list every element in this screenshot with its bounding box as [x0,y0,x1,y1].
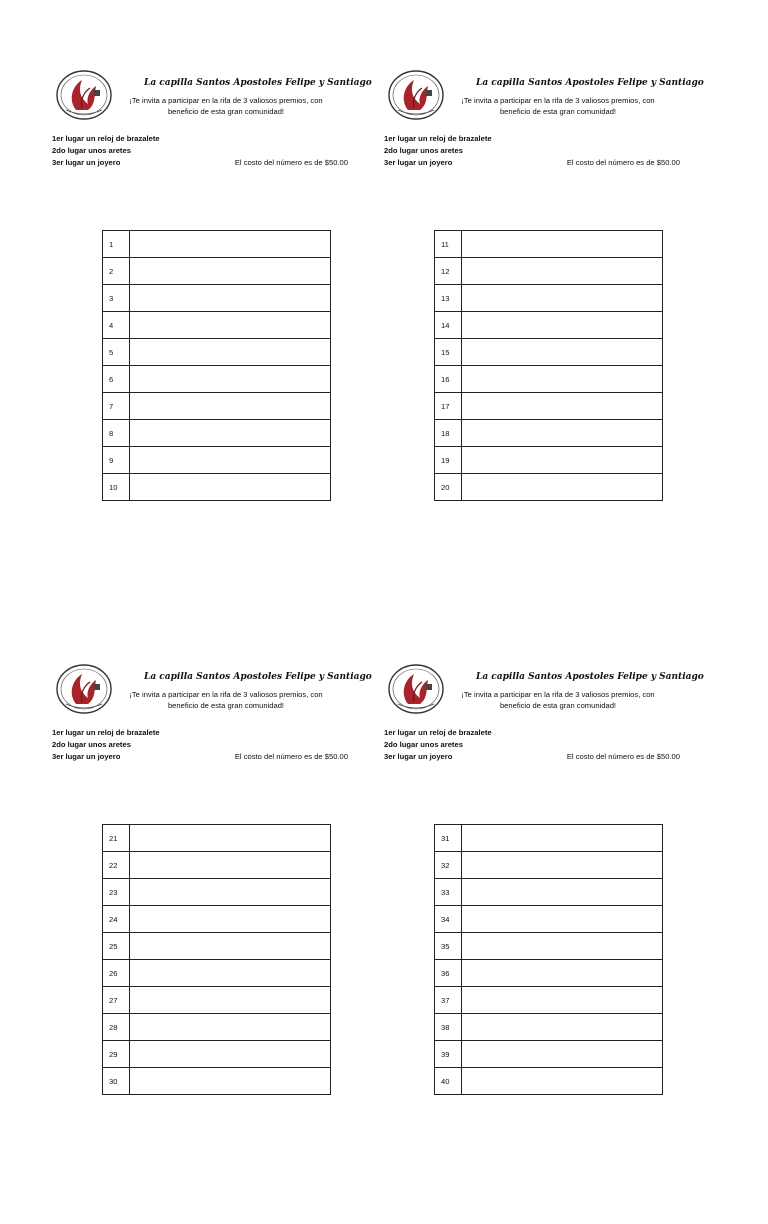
number-row [435,447,663,474]
ticket-number: 21 [103,825,130,852]
number-row [103,933,331,960]
raffle-sheet [384,70,714,630]
buyer-name-field[interactable] [130,420,331,447]
ticket-number: 19 [435,447,462,474]
ticket-number: 8 [103,420,130,447]
ticket-number: 32 [435,852,462,879]
prize-list [384,133,584,169]
number-row [103,1068,331,1095]
number-row [435,933,663,960]
ticket-number: 38 [435,1014,462,1041]
ticket-cost: El costo del número es de $50.00 [234,752,348,761]
buyer-name-field[interactable] [130,339,331,366]
prize-list [52,727,252,763]
buyer-name-field[interactable] [462,933,663,960]
number-row [103,231,331,258]
prize-third: 3er lugar un joyero [52,158,121,167]
number-row [435,366,663,393]
raffle-invitation: ¡Te invita a participar en la rifa de 3 valiosos premios, con beneficio de esta gran comunidad! [461,96,655,116]
chapel-logo [388,664,444,714]
prize-third: 3er lugar un joyero [52,752,121,761]
chapel-title: La capilla Santos Apostoles Felipe y Santiago [476,672,704,682]
raffle-sheet [384,664,714,1224]
prize-second: 2do lugar unos aretes [52,740,131,749]
ticket-number: 27 [103,987,130,1014]
chapel-title: La capilla Santos Apostoles Felipe y Santiago [476,78,704,88]
number-table [434,230,663,501]
number-table [102,230,331,501]
ticket-number: 17 [435,393,462,420]
number-row [103,825,331,852]
ticket-number: 20 [435,474,462,501]
raffle-invitation: ¡Te invita a participar en la rifa de 3 valiosos premios, con beneficio de esta gran comunidad! [129,96,323,116]
buyer-name-field[interactable] [462,366,663,393]
number-row [103,447,331,474]
buyer-name-field[interactable] [462,1068,663,1095]
ticket-number: 18 [435,420,462,447]
number-row [103,285,331,312]
number-row [435,852,663,879]
number-row [103,474,331,501]
ticket-number: 36 [435,960,462,987]
ticket-number: 31 [435,825,462,852]
chapel-logo [56,664,112,714]
buyer-name-field[interactable] [462,312,663,339]
chapel-title: La capilla Santos Apostoles Felipe y Santiago [144,672,372,682]
ticket-cost: El costo del número es de $50.00 [234,158,348,167]
prize-list [384,727,584,763]
number-row [435,258,663,285]
chapel-logo [56,70,112,120]
buyer-name-field[interactable] [130,933,331,960]
buyer-name-field[interactable] [130,474,331,501]
number-row [103,1041,331,1068]
ticket-number: 10 [103,474,130,501]
number-table [102,824,331,1095]
number-row [435,1014,663,1041]
prize-third: 3er lugar un joyero [384,158,453,167]
number-row [103,420,331,447]
number-row [103,1014,331,1041]
buyer-name-field[interactable] [130,987,331,1014]
ticket-number: 26 [103,960,130,987]
ticket-number: 1 [103,231,130,258]
buyer-name-field[interactable] [462,987,663,1014]
buyer-name-field[interactable] [462,447,663,474]
number-row [435,312,663,339]
buyer-name-field[interactable] [462,825,663,852]
ticket-number: 3 [103,285,130,312]
number-row [103,987,331,1014]
ticket-number: 40 [435,1068,462,1095]
ticket-number: 34 [435,906,462,933]
buyer-name-field[interactable] [130,258,331,285]
buyer-name-field[interactable] [130,285,331,312]
buyer-name-field[interactable] [462,420,663,447]
number-row [103,393,331,420]
ticket-number: 2 [103,258,130,285]
number-row [103,960,331,987]
prize-first: 1er lugar un reloj de brazalete [384,134,492,143]
ticket-number: 15 [435,339,462,366]
buyer-name-field[interactable] [462,852,663,879]
ticket-number: 29 [103,1041,130,1068]
buyer-name-field[interactable] [462,1041,663,1068]
buyer-name-field[interactable] [130,1014,331,1041]
number-row [435,1041,663,1068]
buyer-name-field[interactable] [130,366,331,393]
number-row [103,258,331,285]
ticket-number: 14 [435,312,462,339]
ticket-number: 37 [435,987,462,1014]
ticket-cost: El costo del número es de $50.00 [566,158,680,167]
ticket-number: 9 [103,447,130,474]
number-row [435,825,663,852]
buyer-name-field[interactable] [462,258,663,285]
buyer-name-field[interactable] [130,1041,331,1068]
buyer-name-field[interactable] [130,906,331,933]
number-row [435,987,663,1014]
ticket-number: 33 [435,879,462,906]
ticket-number: 35 [435,933,462,960]
ticket-number: 28 [103,1014,130,1041]
buyer-name-field[interactable] [130,852,331,879]
ticket-number: 24 [103,906,130,933]
ticket-number: 11 [435,231,462,258]
buyer-name-field[interactable] [462,474,663,501]
buyer-name-field[interactable] [130,960,331,987]
number-row [103,852,331,879]
buyer-name-field[interactable] [462,393,663,420]
buyer-name-field[interactable] [462,1014,663,1041]
raffle-sheet [52,664,382,1224]
ticket-number: 4 [103,312,130,339]
number-row [435,285,663,312]
buyer-name-field[interactable] [462,285,663,312]
ticket-number: 13 [435,285,462,312]
buyer-name-field[interactable] [130,393,331,420]
number-row [435,906,663,933]
number-row [435,420,663,447]
number-row [103,312,331,339]
buyer-name-field[interactable] [462,960,663,987]
number-row [103,339,331,366]
number-row [435,393,663,420]
chapel-title: La capilla Santos Apostoles Felipe y Santiago [144,78,372,88]
ticket-number: 22 [103,852,130,879]
number-table [434,824,663,1095]
raffle-invitation: ¡Te invita a participar en la rifa de 3 valiosos premios, con beneficio de esta gran comunidad! [129,690,323,710]
prize-third: 3er lugar un joyero [384,752,453,761]
number-row [435,474,663,501]
buyer-name-field[interactable] [462,339,663,366]
number-row [103,879,331,906]
ticket-number: 25 [103,933,130,960]
raffle-invitation: ¡Te invita a participar en la rifa de 3 valiosos premios, con beneficio de esta gran comunidad! [461,690,655,710]
chapel-logo [388,70,444,120]
prize-first: 1er lugar un reloj de brazalete [384,728,492,737]
buyer-name-field[interactable] [130,825,331,852]
ticket-number: 5 [103,339,130,366]
buyer-name-field[interactable] [462,879,663,906]
prize-first: 1er lugar un reloj de brazalete [52,134,160,143]
prize-second: 2do lugar unos aretes [52,146,131,155]
number-row [435,231,663,258]
buyer-name-field[interactable] [130,879,331,906]
number-row [435,879,663,906]
ticket-number: 39 [435,1041,462,1068]
raffle-sheet [52,70,382,630]
buyer-name-field[interactable] [462,231,663,258]
buyer-name-field[interactable] [130,231,331,258]
buyer-name-field[interactable] [130,1068,331,1095]
buyer-name-field[interactable] [130,447,331,474]
buyer-name-field[interactable] [462,906,663,933]
ticket-number: 7 [103,393,130,420]
number-row [435,1068,663,1095]
prize-second: 2do lugar unos aretes [384,146,463,155]
prize-second: 2do lugar unos aretes [384,740,463,749]
number-row [435,339,663,366]
number-row [435,960,663,987]
ticket-number: 6 [103,366,130,393]
ticket-cost: El costo del número es de $50.00 [566,752,680,761]
number-row [103,366,331,393]
prize-list [52,133,252,169]
prize-first: 1er lugar un reloj de brazalete [52,728,160,737]
ticket-number: 23 [103,879,130,906]
ticket-number: 30 [103,1068,130,1095]
number-row [103,906,331,933]
buyer-name-field[interactable] [130,312,331,339]
ticket-number: 16 [435,366,462,393]
ticket-number: 12 [435,258,462,285]
